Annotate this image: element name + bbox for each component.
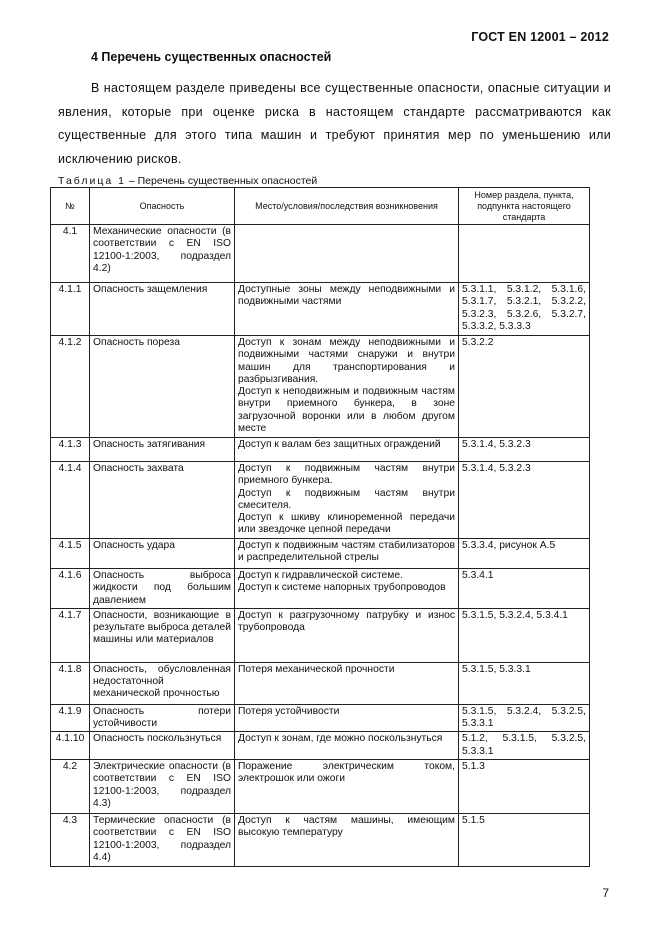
table-caption-text: – Перечень существенных опасностей xyxy=(125,175,318,187)
cell-ref: 5.3.4.1 xyxy=(459,569,590,609)
cell-ref: 5.3.2.2 xyxy=(459,336,590,438)
cell-num: 4.2 xyxy=(51,760,90,814)
table-row xyxy=(51,608,590,662)
cell-hazard: Опасность выброса жидкости под большим давлением xyxy=(90,569,235,609)
page-number: 7 xyxy=(602,886,609,900)
cell-num: 4.1.2 xyxy=(51,336,90,438)
cell-hazard: Опасности, возникающие в результате выброса деталей машины или материалов xyxy=(90,608,235,662)
cell-hazard: Опасность захвата xyxy=(90,462,235,539)
cell-num: 4.1.6 xyxy=(51,569,90,609)
cell-num: 4.1 xyxy=(51,225,90,283)
cell-hazard: Термические опасности (в соответствии с EN ISO 12100-1:2003, подраздел 4.4) xyxy=(90,814,235,867)
intro-text: В настоящем разделе приведены все существенные опасности, опасные ситуации и явления, которые при оценке риска в настоящем стандарте рассматриваются как существенные для этого типа машин и требуют принятия мер по уменьшению или исключению рисков. xyxy=(58,81,611,166)
cell-ref: 5.3.1.5, 5.3.2.4, 5.3.4.1 xyxy=(459,608,590,662)
cell-hazard: Опасность затягивания xyxy=(90,438,235,462)
cell-ref: 5.3.1.1, 5.3.1.2, 5.3.1.6, 5.3.1.7, 5.3.2.1, 5.3.2.2, 5.3.2.3, 5.3.2.6, 5.3.2.7, 5.3.3.2, 5.3.3.3 xyxy=(459,283,590,336)
cell-location: Доступ к разгрузочному патрубку и износ трубопровода xyxy=(235,608,459,662)
cell-num: 4.1.5 xyxy=(51,539,90,569)
cell-location: Доступ к гидравлической системе. Доступ к системе напорных трубопроводов xyxy=(235,569,459,609)
table-row xyxy=(51,462,590,539)
cell-location: Доступ к зонам между неподвижными и подвижными частями снаружи и внутри машин для транспортирования и разбрызгивания. Доступ к неподвижным и подвижным частям внутри приемного бункера, в зоне загрузочной воронки или в любом другом месте xyxy=(235,336,459,438)
cell-location: Доступные зоны между неподвижными и подвижными частями xyxy=(235,283,459,336)
cell-hazard: Опасность защемления xyxy=(90,283,235,336)
table-row xyxy=(51,760,590,814)
cell-location: Потеря механической прочности xyxy=(235,662,459,704)
table-row xyxy=(51,662,590,704)
table-body xyxy=(51,225,590,867)
cell-ref xyxy=(459,225,590,283)
cell-location: Доступ к валам без защитных ограждений xyxy=(235,438,459,462)
cell-num: 4.1.1 xyxy=(51,283,90,336)
table-row xyxy=(51,814,590,867)
table-row xyxy=(51,336,590,438)
table-caption-prefix: Таблица 1 xyxy=(58,175,126,187)
table-row xyxy=(51,539,590,569)
cell-num: 4.1.3 xyxy=(51,438,90,462)
cell-hazard: Опасность потери устойчивости xyxy=(90,704,235,732)
cell-ref: 5.3.1.5, 5.3.2.4, 5.3.2.5, 5.3.3.1 xyxy=(459,704,590,732)
cell-ref: 5.3.1.4, 5.3.2.3 xyxy=(459,462,590,539)
cell-location: Доступ к зонам, где можно поскользнуться xyxy=(235,732,459,760)
table-caption xyxy=(58,175,317,187)
cell-hazard: Опасность, обусловленная недостаточной механической прочностью xyxy=(90,662,235,704)
hazards-table xyxy=(50,187,590,867)
header-hazard: Опасность xyxy=(90,188,235,225)
table-header-row xyxy=(51,188,590,225)
cell-num: 4.1.8 xyxy=(51,662,90,704)
cell-location: Доступ к подвижным частям внутри приемного бункера. Доступ к подвижным частям внутри смесителя. Доступ к шкиву клиноременной передачи или звездочке цепной передачи xyxy=(235,462,459,539)
cell-num: 4.3 xyxy=(51,814,90,867)
cell-hazard: Опасность удара xyxy=(90,539,235,569)
cell-hazard: Опасность поскользнуться xyxy=(90,732,235,760)
header-num: № xyxy=(51,188,90,225)
header-ref: Номер раздела, пункта, подпункта настоящего стандарта xyxy=(459,188,590,225)
cell-num: 4.1.10 xyxy=(51,732,90,760)
document-standard-code: ГОСТ EN 12001 – 2012 xyxy=(471,30,609,44)
cell-ref: 5.1.5 xyxy=(459,814,590,867)
cell-ref: 5.3.1.5, 5.3.3.1 xyxy=(459,662,590,704)
cell-num: 4.1.7 xyxy=(51,608,90,662)
table-row xyxy=(51,704,590,732)
cell-ref: 5.3.1.4, 5.3.2.3 xyxy=(459,438,590,462)
cell-ref: 5.1.2, 5.3.1.5, 5.3.2.5, 5.3.3.1 xyxy=(459,732,590,760)
cell-location: Доступ к подвижным частям стабилизаторов и распределительной стрелы xyxy=(235,539,459,569)
cell-num: 4.1.9 xyxy=(51,704,90,732)
table-row xyxy=(51,732,590,760)
cell-ref: 5.1.3 xyxy=(459,760,590,814)
cell-location: Поражение электрическим током, электрошок или ожоги xyxy=(235,760,459,814)
section-title: 4 Перечень существенных опасностей xyxy=(91,50,332,64)
table-row xyxy=(51,438,590,462)
cell-location xyxy=(235,225,459,283)
cell-location: Потеря устойчивости xyxy=(235,704,459,732)
cell-hazard: Опасность пореза xyxy=(90,336,235,438)
cell-hazard: Механические опасности (в соответствии с EN ISO 12100-1:2003, подраздел 4.2) xyxy=(90,225,235,283)
table-row xyxy=(51,283,590,336)
cell-hazard: Электрические опасности (в соответствии с EN ISO 12100-1:2003, подраздел 4.3) xyxy=(90,760,235,814)
intro-paragraph xyxy=(58,77,611,171)
table-row xyxy=(51,225,590,283)
cell-location: Доступ к частям машины, имеющим высокую температуру xyxy=(235,814,459,867)
cell-num: 4.1.4 xyxy=(51,462,90,539)
header-location: Место/условия/последствия возникновения xyxy=(235,188,459,225)
table-row xyxy=(51,569,590,609)
cell-ref: 5.3.3.4, рисунок А.5 xyxy=(459,539,590,569)
